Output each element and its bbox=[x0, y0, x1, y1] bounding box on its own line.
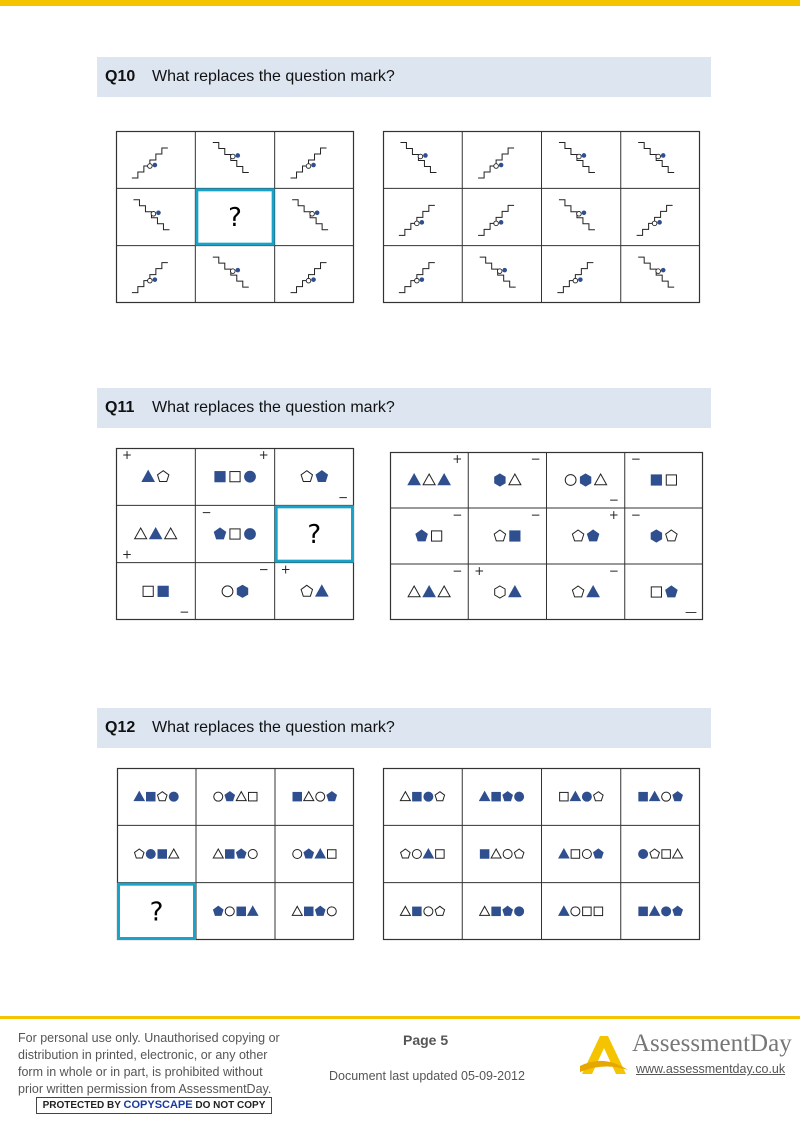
question-mark: ? bbox=[149, 897, 164, 928]
q12-puzzle-grid bbox=[117, 768, 354, 940]
square-shape bbox=[639, 792, 648, 801]
square-shape bbox=[158, 850, 167, 859]
circle-shape bbox=[222, 586, 233, 597]
circle-shape bbox=[412, 850, 421, 859]
square-shape bbox=[215, 472, 225, 482]
sign-marker: + bbox=[608, 508, 619, 522]
open-ball bbox=[497, 269, 502, 274]
sign-marker: − bbox=[608, 493, 619, 507]
filled-ball bbox=[156, 211, 161, 216]
pentagon-shape bbox=[237, 849, 247, 858]
hexagon-shape bbox=[237, 585, 247, 597]
pentagon-shape bbox=[666, 530, 677, 541]
staircase-icon bbox=[638, 142, 674, 172]
circle-shape bbox=[582, 792, 591, 801]
staircase-icon bbox=[132, 148, 168, 178]
pentagon-shape bbox=[673, 906, 683, 915]
staircase-icon bbox=[478, 148, 514, 178]
square-shape bbox=[230, 472, 240, 482]
stair-line bbox=[478, 205, 514, 235]
staircase-icon bbox=[637, 205, 673, 235]
pentagon-shape bbox=[214, 906, 224, 915]
square-shape bbox=[436, 850, 445, 859]
open-ball bbox=[306, 164, 311, 169]
pentagon-shape bbox=[401, 849, 411, 858]
sign-marker: + bbox=[452, 452, 463, 466]
square-shape bbox=[492, 792, 501, 801]
pentagon-shape bbox=[327, 792, 337, 801]
circle-shape bbox=[424, 792, 433, 801]
pentagon-shape bbox=[572, 586, 583, 597]
sign-marker: − bbox=[530, 452, 541, 466]
staircase-icon bbox=[291, 263, 327, 293]
staircase-icon bbox=[480, 257, 516, 287]
circle-shape bbox=[146, 850, 155, 859]
triangle-shape bbox=[304, 792, 314, 801]
square-shape bbox=[571, 850, 580, 859]
circle-shape bbox=[327, 907, 336, 916]
triangle-shape bbox=[480, 906, 490, 915]
staircase-icon bbox=[291, 148, 327, 178]
triangle-shape bbox=[408, 586, 420, 597]
pentagon-shape bbox=[316, 906, 326, 915]
square-shape bbox=[492, 907, 501, 916]
square-shape bbox=[328, 850, 337, 859]
pentagon-shape bbox=[214, 528, 225, 539]
hexagon-shape bbox=[495, 586, 505, 598]
footer-accent-bar bbox=[0, 1016, 800, 1019]
pentagon-shape bbox=[435, 792, 445, 801]
circle-shape bbox=[245, 529, 256, 540]
stair-line bbox=[557, 263, 593, 293]
question-number: Q10 bbox=[105, 68, 136, 85]
square-shape bbox=[651, 587, 661, 597]
square-shape bbox=[158, 586, 168, 596]
staircase-icon bbox=[400, 142, 436, 172]
pentagon-shape bbox=[304, 849, 314, 858]
open-ball bbox=[230, 269, 235, 274]
circle-shape bbox=[245, 471, 256, 482]
sign-marker: − bbox=[337, 490, 348, 505]
question-header-q12 bbox=[97, 708, 711, 748]
square-shape bbox=[230, 529, 240, 539]
staircase-icon bbox=[213, 257, 249, 287]
hexagon-shape bbox=[651, 530, 661, 542]
square-shape bbox=[510, 531, 520, 541]
triangle-shape bbox=[438, 474, 450, 485]
sign-marker: − bbox=[452, 564, 463, 578]
stair-line bbox=[637, 205, 673, 235]
filled-ball bbox=[499, 163, 504, 168]
square-shape bbox=[560, 792, 569, 801]
staircase-icon bbox=[638, 257, 674, 287]
sign-marker: + bbox=[122, 547, 133, 562]
open-ball bbox=[656, 154, 661, 159]
staircase-icon bbox=[213, 142, 249, 172]
filled-ball bbox=[661, 153, 666, 158]
sign-marker: − bbox=[608, 564, 619, 578]
sign-marker: − bbox=[258, 562, 269, 577]
question-text: What replaces the question mark? bbox=[152, 719, 395, 736]
square-shape bbox=[143, 586, 153, 596]
pentagon-shape bbox=[158, 792, 168, 801]
open-ball bbox=[415, 278, 420, 283]
pentagon-shape bbox=[503, 792, 513, 801]
stair-line bbox=[291, 263, 327, 293]
pentagon-shape bbox=[514, 849, 524, 858]
pentagon-shape bbox=[587, 530, 598, 541]
filled-ball bbox=[423, 153, 428, 158]
triangle-shape bbox=[559, 849, 569, 858]
question-number: Q11 bbox=[105, 399, 135, 416]
triangle-shape bbox=[315, 849, 325, 858]
filled-ball bbox=[582, 153, 587, 158]
triangle-shape bbox=[142, 471, 154, 482]
open-ball bbox=[577, 154, 582, 159]
pentagon-shape bbox=[316, 471, 327, 482]
staircase-icon bbox=[559, 200, 595, 230]
question-header-q11 bbox=[97, 388, 711, 428]
triangle-shape bbox=[587, 586, 599, 597]
filled-ball bbox=[311, 163, 316, 168]
triangle-shape bbox=[509, 474, 521, 485]
square-shape bbox=[480, 850, 489, 859]
staircase-icon bbox=[399, 205, 435, 235]
brand-name: AssessmentDay bbox=[632, 1030, 792, 1057]
square-shape bbox=[639, 907, 648, 916]
staircase-icon bbox=[557, 263, 593, 293]
square-shape bbox=[651, 475, 661, 485]
circle-shape bbox=[515, 792, 524, 801]
pentagon-shape bbox=[135, 849, 145, 858]
triangle-shape bbox=[408, 474, 420, 485]
filled-ball bbox=[499, 220, 504, 225]
sign-marker: + bbox=[122, 448, 133, 462]
square-shape bbox=[583, 907, 592, 916]
circle-shape bbox=[571, 907, 580, 916]
copyscape-prefix: PROTECTED BY bbox=[42, 1100, 124, 1111]
open-ball bbox=[151, 212, 156, 217]
triangle-shape bbox=[559, 906, 569, 915]
triangle-shape bbox=[292, 906, 302, 915]
legal-line: For personal use only. Unauthorised copying or bbox=[18, 1031, 280, 1045]
staircase-icon bbox=[132, 263, 168, 293]
open-ball bbox=[306, 278, 311, 283]
triangle-shape bbox=[595, 474, 607, 485]
triangle-shape bbox=[491, 849, 501, 858]
pentagon-shape bbox=[503, 906, 513, 915]
square-shape bbox=[293, 792, 302, 801]
question-mark: ? bbox=[307, 520, 322, 550]
sign-marker: − bbox=[530, 508, 541, 522]
stair-line bbox=[132, 263, 168, 293]
pentagon-shape bbox=[594, 792, 604, 801]
legal-line: distribution in printed, electronic, or any other bbox=[18, 1048, 268, 1062]
triangle-shape bbox=[316, 585, 328, 596]
pentagon-shape bbox=[301, 585, 312, 596]
filled-ball bbox=[235, 268, 240, 273]
circle-shape bbox=[248, 850, 257, 859]
pentagon-shape bbox=[666, 586, 677, 597]
hexagon-shape bbox=[580, 474, 590, 486]
staircase-icon bbox=[292, 200, 328, 230]
square-shape bbox=[237, 907, 246, 916]
circle-shape bbox=[424, 907, 433, 916]
square-shape bbox=[147, 792, 156, 801]
filled-ball bbox=[657, 220, 662, 225]
triangle-shape bbox=[400, 792, 410, 801]
stair-line bbox=[291, 148, 327, 178]
pentagon-shape bbox=[301, 471, 312, 482]
copyscape-suffix: DO NOT COPY bbox=[192, 1100, 266, 1111]
top-accent-bar bbox=[0, 0, 800, 6]
pentagon-shape bbox=[594, 849, 604, 858]
triangle-shape bbox=[248, 906, 258, 915]
circle-shape bbox=[582, 850, 591, 859]
filled-ball bbox=[420, 277, 425, 282]
sign-marker: − bbox=[179, 605, 190, 619]
triangle-shape bbox=[423, 849, 433, 858]
pentagon-shape bbox=[494, 530, 505, 541]
circle-shape bbox=[662, 792, 671, 801]
triangle-shape bbox=[134, 792, 144, 801]
open-ball bbox=[494, 221, 499, 226]
sign-marker: + bbox=[474, 564, 485, 578]
question-mark: ? bbox=[228, 203, 242, 233]
sign-marker: + bbox=[258, 448, 269, 462]
circle-shape bbox=[316, 792, 325, 801]
triangle-shape bbox=[165, 528, 177, 539]
last-updated: Document last updated 05-09-2012 bbox=[329, 1069, 525, 1083]
filled-ball bbox=[420, 220, 425, 225]
triangle-shape bbox=[236, 792, 246, 801]
staircase-icon bbox=[133, 200, 169, 230]
open-ball bbox=[577, 212, 582, 217]
triangle-shape bbox=[213, 849, 223, 858]
square-shape bbox=[413, 907, 422, 916]
question-number: Q12 bbox=[105, 719, 136, 736]
triangle-shape bbox=[135, 528, 147, 539]
filled-ball bbox=[582, 211, 587, 216]
open-ball bbox=[652, 221, 657, 226]
legal-notice bbox=[18, 1030, 288, 1098]
question-text: What replaces the question mark? bbox=[152, 399, 395, 416]
square-shape bbox=[594, 907, 603, 916]
filled-ball bbox=[235, 153, 240, 158]
filled-ball bbox=[153, 277, 158, 282]
q11-puzzle-grid bbox=[116, 448, 354, 620]
pentagon-shape bbox=[572, 530, 583, 541]
triangle-shape bbox=[169, 849, 179, 858]
sign-marker: — bbox=[685, 605, 697, 619]
filled-ball bbox=[578, 277, 583, 282]
sign-marker: + bbox=[280, 562, 291, 577]
stair-line bbox=[399, 205, 435, 235]
triangle-shape bbox=[423, 474, 435, 485]
open-ball bbox=[148, 278, 153, 283]
filled-ball bbox=[661, 268, 666, 273]
legal-line: form in whole or in part, is prohibited without bbox=[18, 1065, 263, 1079]
legal-line: prior written permission from AssessmentDay. bbox=[18, 1082, 272, 1096]
brand-url-link[interactable]: www.assessmentday.co.uk bbox=[636, 1062, 786, 1076]
pentagon-shape bbox=[416, 530, 427, 541]
triangle-shape bbox=[650, 906, 660, 915]
hexagon-shape bbox=[495, 474, 505, 486]
question-text: What replaces the question mark? bbox=[152, 68, 395, 85]
square-shape bbox=[249, 792, 258, 801]
circle-shape bbox=[639, 850, 648, 859]
stair-line bbox=[132, 148, 168, 178]
stair-line bbox=[399, 263, 435, 293]
triangle-shape bbox=[673, 849, 683, 858]
triangle-shape bbox=[509, 586, 521, 597]
open-ball bbox=[415, 221, 420, 226]
staircase-icon bbox=[399, 263, 435, 293]
page-number: Page 5 bbox=[403, 1032, 449, 1048]
triangle-shape bbox=[480, 792, 490, 801]
circle-shape bbox=[293, 850, 302, 859]
open-ball bbox=[656, 269, 661, 274]
filled-ball bbox=[502, 268, 507, 273]
triangle-shape bbox=[650, 792, 660, 801]
triangle-shape bbox=[400, 906, 410, 915]
q11-answer-options bbox=[390, 452, 703, 620]
copyscape-badge[interactable] bbox=[36, 1097, 272, 1114]
sign-marker: − bbox=[452, 508, 463, 522]
copyscape-brand: COPYSCAPE bbox=[123, 1099, 193, 1111]
circle-shape bbox=[225, 907, 234, 916]
filled-ball bbox=[315, 211, 320, 216]
open-ball bbox=[494, 164, 499, 169]
open-ball bbox=[573, 278, 578, 283]
staircase-icon bbox=[478, 205, 514, 235]
pentagon-shape bbox=[435, 906, 445, 915]
square-shape bbox=[305, 907, 314, 916]
sign-marker: − bbox=[201, 505, 212, 520]
circle-shape bbox=[169, 792, 178, 801]
filled-ball bbox=[153, 163, 158, 168]
triangle-shape bbox=[570, 792, 580, 801]
circle-shape bbox=[565, 475, 576, 486]
sign-marker: − bbox=[630, 452, 641, 466]
circle-shape bbox=[515, 907, 524, 916]
sign-marker: − bbox=[630, 508, 641, 522]
circle-shape bbox=[662, 907, 671, 916]
q10-answer-options bbox=[383, 131, 700, 303]
triangle-shape bbox=[150, 528, 162, 539]
q12-answer-options bbox=[383, 768, 700, 940]
triangle-shape bbox=[438, 586, 450, 597]
open-ball bbox=[310, 212, 315, 217]
pentagon-shape bbox=[673, 792, 683, 801]
circle-shape bbox=[214, 792, 223, 801]
circle-shape bbox=[503, 850, 512, 859]
open-ball bbox=[230, 154, 235, 159]
square-shape bbox=[666, 475, 676, 485]
pentagon-shape bbox=[650, 849, 660, 858]
staircase-icon bbox=[559, 142, 595, 172]
pentagon-shape bbox=[158, 471, 169, 482]
triangle-shape bbox=[423, 586, 435, 597]
question-header-q10 bbox=[97, 57, 711, 97]
filled-ball bbox=[311, 277, 316, 282]
square-shape bbox=[226, 850, 235, 859]
square-shape bbox=[432, 531, 442, 541]
open-ball bbox=[148, 164, 153, 169]
assessmentday-logo-icon bbox=[578, 1030, 630, 1076]
q10-puzzle-grid bbox=[116, 131, 354, 303]
pentagon-shape bbox=[225, 792, 235, 801]
square-shape bbox=[413, 792, 422, 801]
stair-line bbox=[478, 148, 514, 178]
square-shape bbox=[662, 850, 671, 859]
open-ball bbox=[418, 154, 423, 159]
